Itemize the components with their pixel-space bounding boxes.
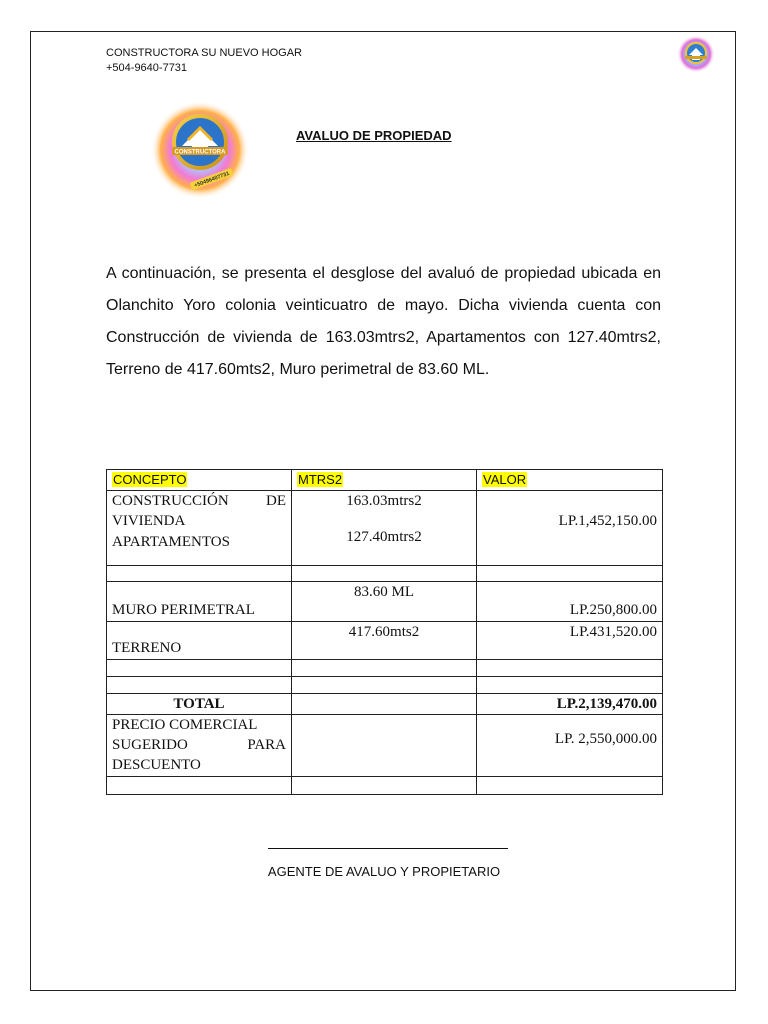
signature-line — [268, 848, 508, 849]
concepto-cell: CONSTRUCCIÓN DE VIVIENDA APARTAMENTOS — [107, 491, 292, 566]
table-row-empty — [107, 777, 663, 795]
mtrs-cell — [292, 715, 477, 777]
mtrs-cell: 83.60 ML — [292, 582, 477, 622]
logo-phone-tag: +50496407731 — [193, 170, 231, 190]
table-row — [107, 582, 663, 622]
header-valor: VALOR — [477, 470, 663, 491]
valor-cell: LP.431,520.00 — [477, 622, 663, 660]
company-logo-small — [676, 34, 716, 74]
table-row-empty — [107, 660, 663, 677]
company-name: CONSTRUCTORA SU NUEVO HOGAR — [106, 47, 302, 59]
company-logo — [150, 100, 250, 200]
valor-cell: LP.1,452,150.00 — [477, 491, 663, 566]
table-row-empty — [107, 566, 663, 582]
company-header — [106, 46, 302, 76]
table-row-total — [107, 694, 663, 715]
company-phone: +504-9640-7731 — [106, 62, 188, 74]
valor-cell: LP.250,800.00 — [477, 582, 663, 622]
total-label: TOTAL — [107, 694, 292, 715]
signature-label: AGENTE DE AVALUO Y PROPIETARIO — [267, 864, 501, 879]
table-header-row — [107, 470, 663, 491]
mtrs-cell: 163.03mtrs2 127.40mtrs2 — [292, 491, 477, 566]
concepto-cell: PRECIO COMERCIAL SUGERIDO PARA DESCUENTO — [107, 715, 292, 777]
mtrs-cell: 417.60mts2 — [292, 622, 477, 660]
concepto-cell: TERRENO — [107, 622, 292, 660]
mtrs-cell — [292, 694, 477, 715]
table-row — [107, 491, 663, 566]
valuation-table — [106, 469, 663, 795]
logo-banner-text: CONSTRUCTORA — [174, 149, 226, 156]
table-row — [107, 622, 663, 660]
header-mtrs2: MTRS2 — [292, 470, 477, 491]
table-row-empty — [107, 677, 663, 694]
document-title: AVALUO DE PROPIEDAD — [296, 128, 452, 143]
header-concepto: CONCEPTO — [107, 470, 292, 491]
table-row — [107, 715, 663, 777]
intro-paragraph: A continuación, se presenta el desglose del avaluó de propiedad ubicada en Olanchito Yoro colonia veinticuatro de mayo. Dicha vivienda cuenta con Construcción de vivienda de 163.03mtrs2, Apartamentos con 127.40mtrs2, Terreno de 417.60mts2, Muro perimetral de 83.60 ML. — [106, 265, 661, 378]
total-value: LP.2,139,470.00 — [477, 694, 663, 715]
concepto-cell: MURO PERIMETRAL — [107, 582, 292, 622]
valor-cell: LP. 2,550,000.00 — [477, 715, 663, 777]
